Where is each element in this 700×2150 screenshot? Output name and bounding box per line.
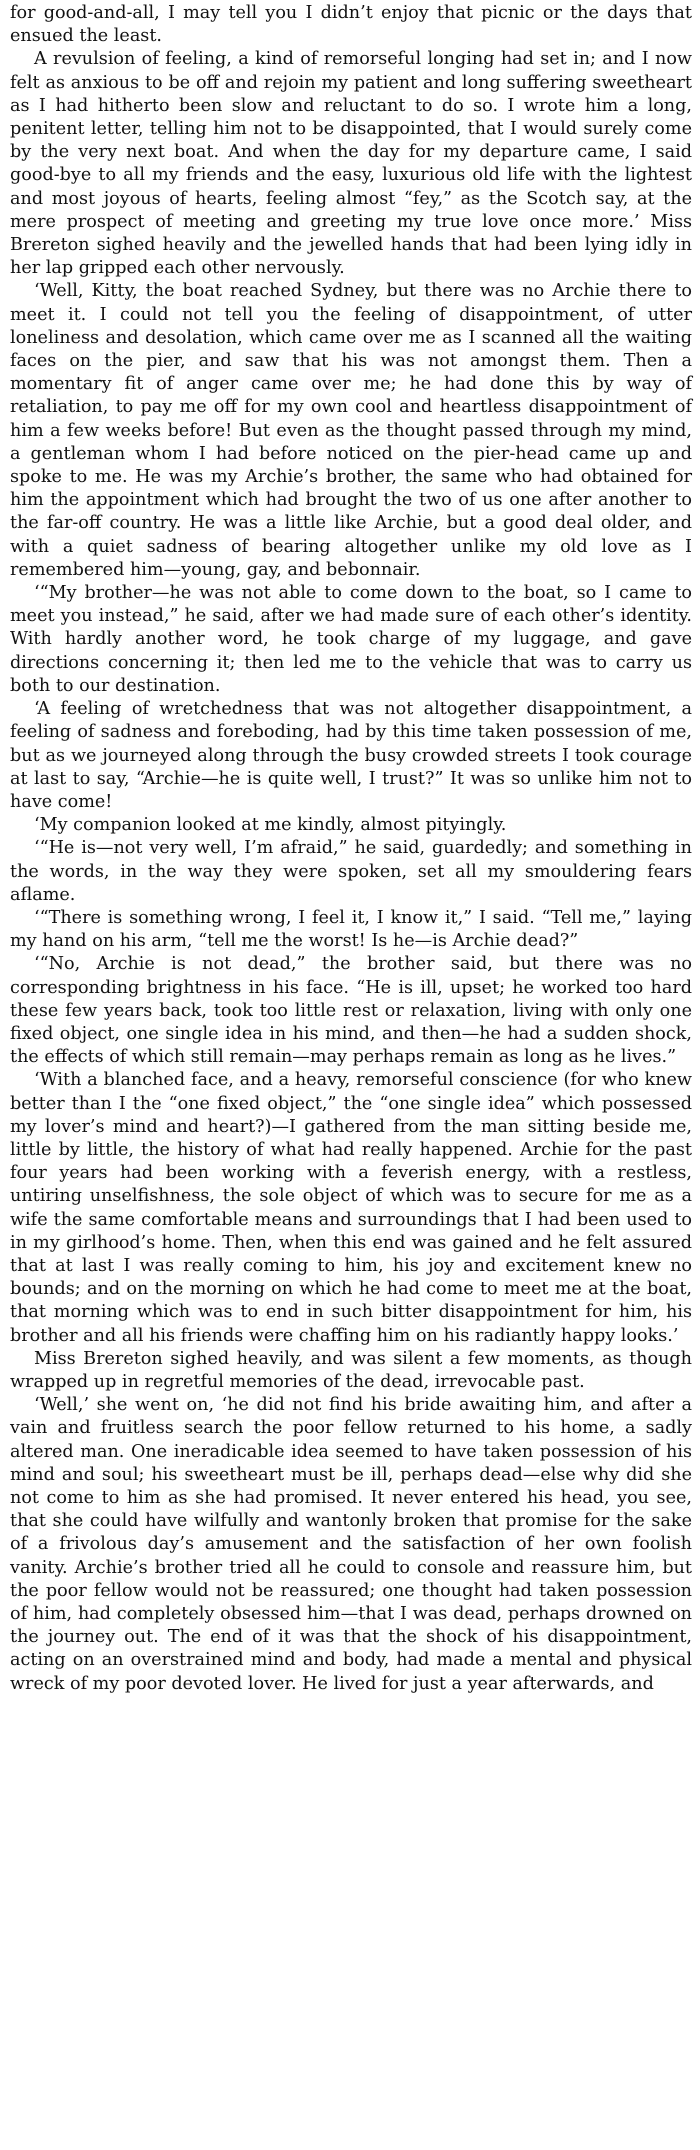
paragraph-2: A revulsion of feeling, a kind of remorseful longing had set in; and I now felt as anxious to be off and rejoin my patient and long suffering sweetheart as I had hitherto been slow and reluctant to do so. I wrote him a long, penitent letter, telling him not to be disappointed, that I would surely come by the very next boat. And when the day for my departure came, I said good-bye to all my friends and the easy, luxurious old life with the lightest and most joyous of hearts, feeling almost “fey,” as the Scotch say, at the mere prospect of meeting and greeting my true love once more.’ Miss Brereton sighed heavily and the jewelled hands that had been lying idly in her lap gripped each other nervously. <box>10 49 692 279</box>
paragraph-1: for good-and-all, I may tell you I didn’t enjoy that picnic or the days that ensued the least. <box>10 3 692 47</box>
paragraph-8: ‘“There is something wrong, I feel it, I know it,” I said. “Tell me,” laying my hand on his arm, “tell me the worst! Is he—is Archie dead?” <box>10 907 692 952</box>
paragraph-3: ‘Well, Kitty, the boat reached Sydney, but there was no Archie there to meet it. I could not tell you the feeling of disappointment, of utter loneliness and desolation, which came over me as I scanned all the waiting faces on the pier, and saw that his was not amongst them. Then a momentary fit of anger came over me; he had done this by way of retaliation, to pay me off for my own cool and heartless disappointment of him a few weeks before! But even as the thought passed through my mind, a gentleman whom I had before noticed on the pier-head came up and spoke to me. He was my Archie’s brother, the same who had obtained for him the appointment which had brought the two of us one after another to the far-off country. He was a little like Archie, but a good deal older, and with a quiet sadness of bearing altogether unlike my old love as I remembered him—young, gay, and bebonnair. <box>10 281 692 580</box>
paragraph-9: ‘“No, Archie is not dead,” the brother said, but there was no corresponding brightness in his face. “He is ill, upset; he worked too hard these few years back, took too little rest or relaxation, living with only one fixed object, one single idea in his mind, and then—he had a sudden shock, the effects of which still remain—may perhaps remain as long as he lives.” <box>10 954 692 1068</box>
paragraph-4: ‘“My brother—he was not able to come down to the boat, so I came to meet you instead,” he said, after we had made sure of each other’s identity. With hardly another word, he took charge of my luggage, and gave directions concerning it; then led me to the vehicle that was to carry us both to our destination. <box>10 583 692 696</box>
paragraph-10: ‘With a blanched face, and a heavy, remorseful conscience (for who knew better than I the “one fixed object,” the “one single idea” which possessed my lover’s mind and heart?)—I gathered from the man sitting beside me, little by little, the history of what had really happened. Archie for the past four years had been working with a feverish energy, with a restless, untiring unselfishness, the sole object of which was to secure for me as a wife the same comfortable means and surroundings that I had been used to in my girlhood’s home. Then, when this end was gained and he felt assured that at last I was really coming to him, his joy and excitement knew no bounds; and on the morning on which he had come to meet me at the boat, that morning which was to end in such bitter disappointment for him, his brother and all his friends were chaffing him on his radiantly happy looks.’ <box>10 1070 692 1346</box>
paragraph-5: ‘A feeling of wretchedness that was not altogether disappointment, a feeling of sadness and foreboding, had by this time taken possession of me, but as we journeyed along through the busy crowded streets I took courage at last to say, “Archie—he is quite well, I trust?” It was so unlike him not to have come! <box>10 699 692 812</box>
paragraph-11: Miss Brereton sighed heavily, and was silent a few moments, as though wrapped up in regretful memories of the dead, irrevocable past. <box>10 1348 692 1392</box>
paragraph-6: ‘My companion looked at me kindly, almost pityingly. <box>34 815 507 836</box>
paragraph-7: ‘“He is—not very well, I’m afraid,” he said, guardedly; and something in the words, in the way they were spoken, set all my smouldering fears aflame. <box>10 838 692 905</box>
paragraph-12: ‘Well,’ she went on, ‘he did not find his bride awaiting him, and after a vain and fruitless search the poor fellow returned to his home, a sadly altered man. One ineradicable idea seemed to have taken possession of his mind and soul; his sweetheart must be ill, perhaps dead—else why did she not come to him as she had promised. It never entered his head, you see, that she could have wilfully and wantonly broken that promise for the sake of a frivolous day’s amusement and the satisfaction of her own foolish vanity. Archie’s brother tried all he could to console and reassure him, but the poor fellow would not be reassured; one thought had taken possession of him, had completely obsessed him—that I was dead, perhaps drowned on the journey out. The end of it was that the shock of his disappointment, acting on an overstrained mind and body, had made a mental and physical wreck of my poor devoted lover. He lived for just a year afterwards, and <box>10 1395 692 1694</box>
